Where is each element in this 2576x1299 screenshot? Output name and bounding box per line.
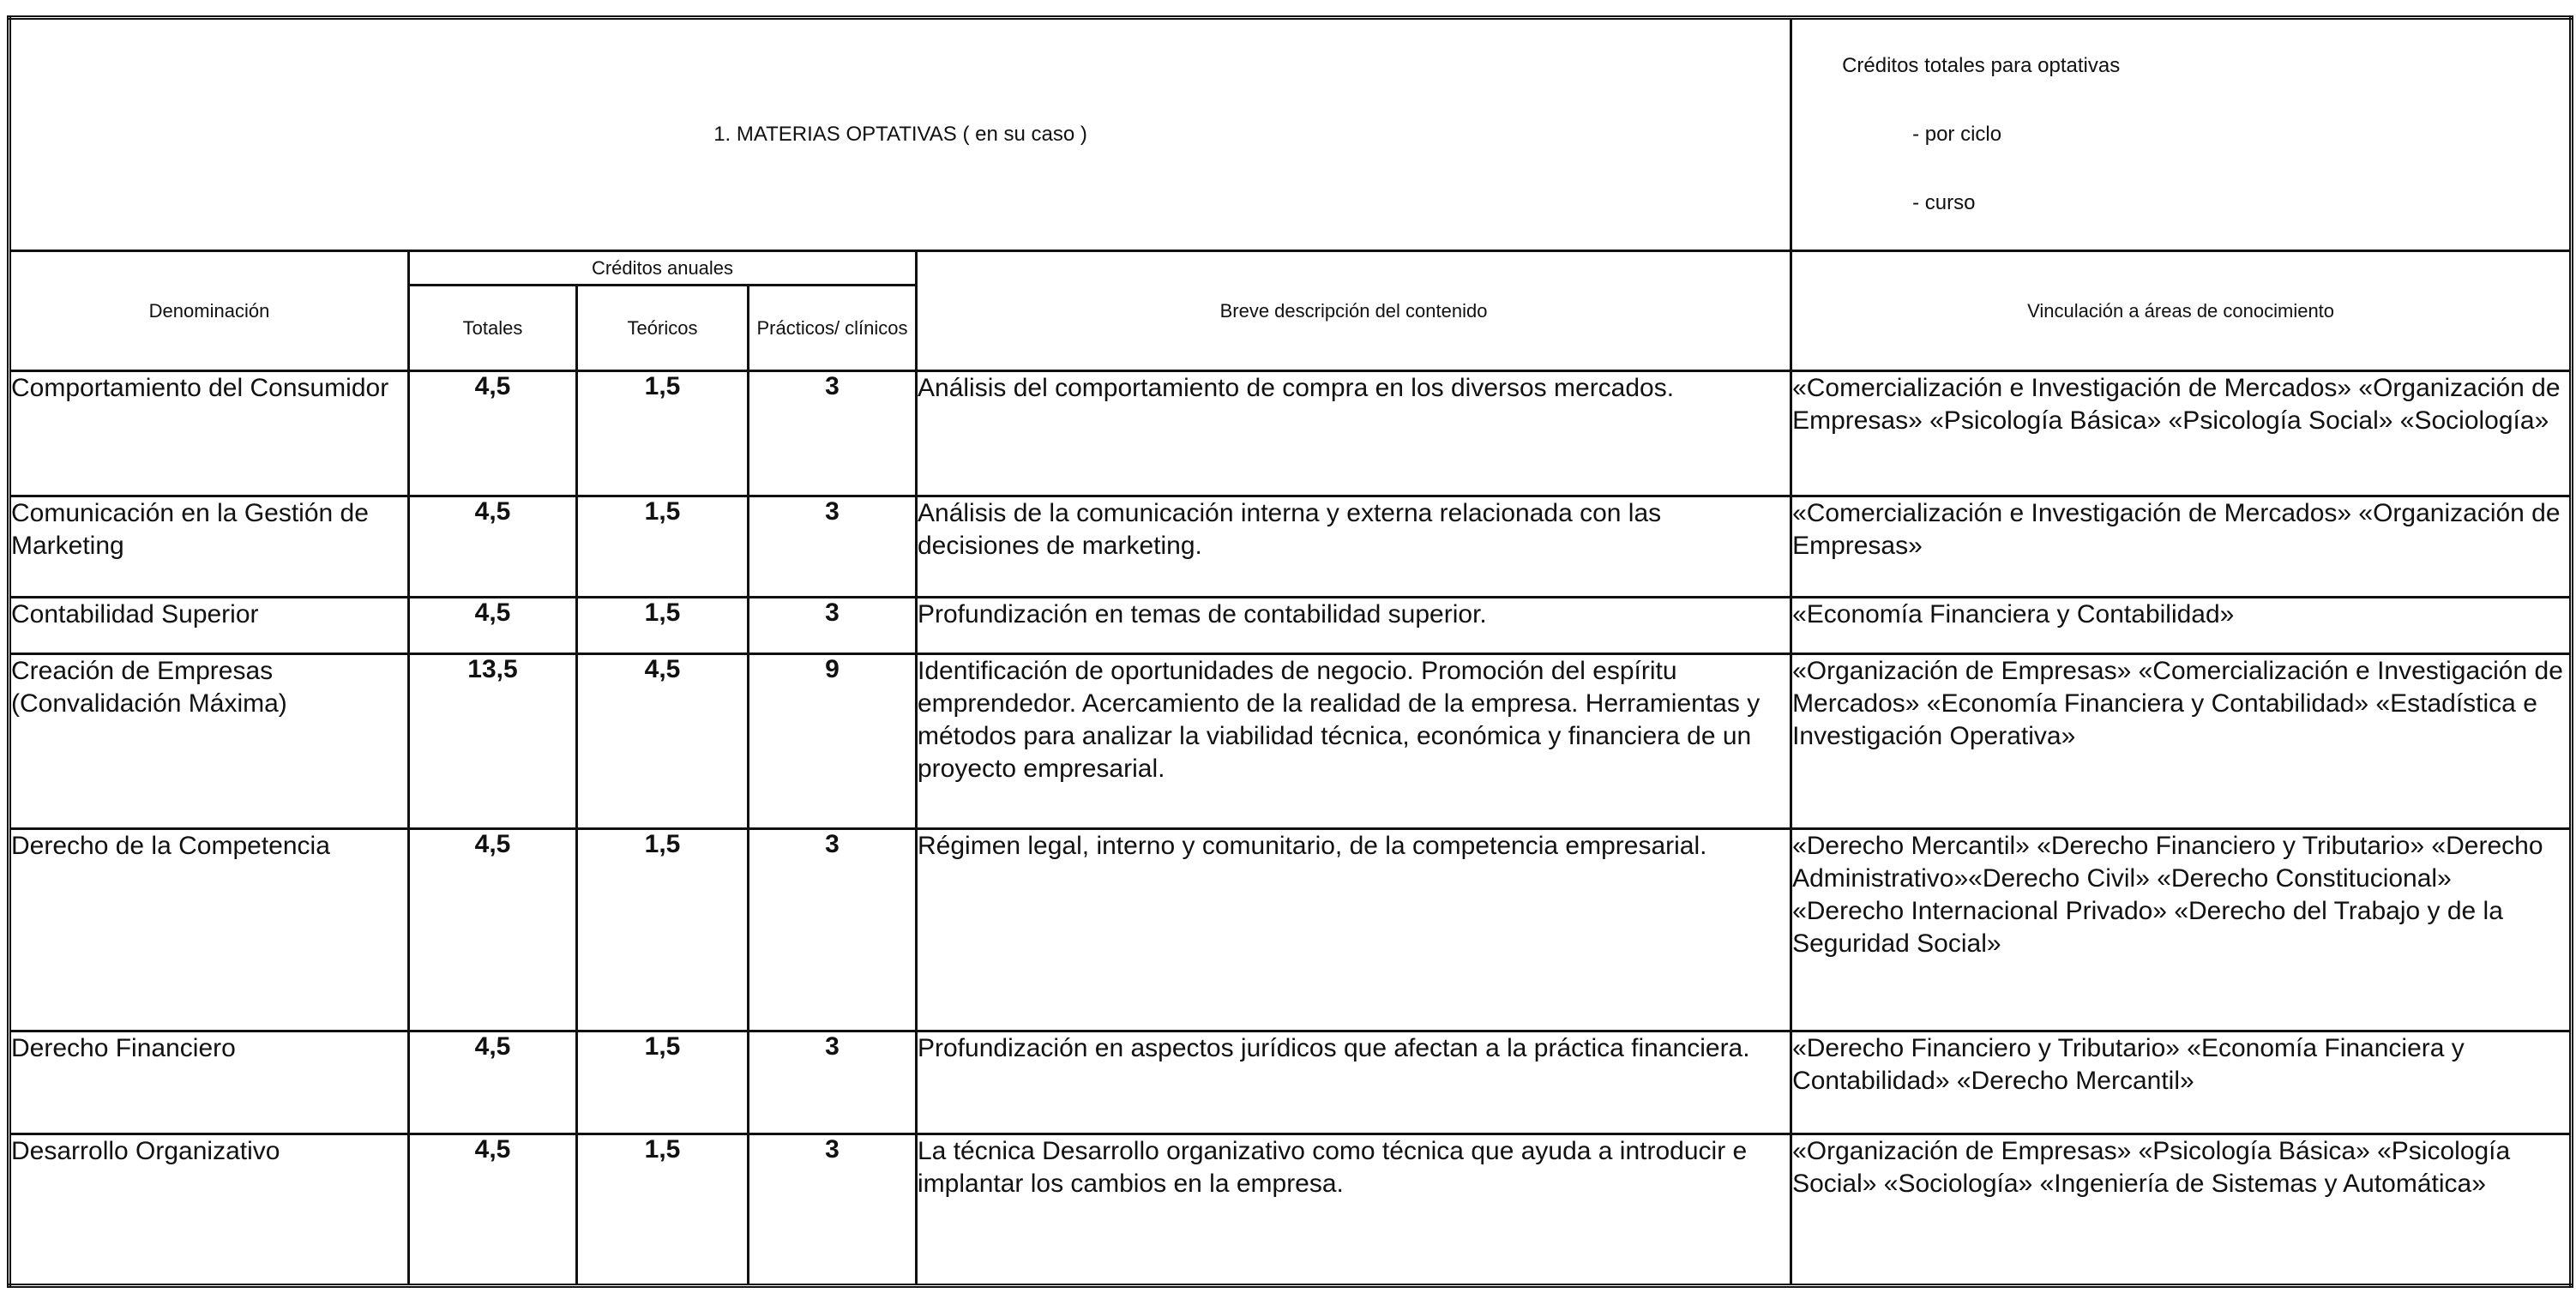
table-row bbox=[9, 1031, 2572, 1134]
section-title-cell bbox=[9, 18, 1791, 251]
row-practicos: 3 bbox=[749, 829, 917, 1031]
row-practicos: 3 bbox=[749, 598, 917, 654]
header-row-1 bbox=[9, 251, 2572, 286]
row-teoricos: 1,5 bbox=[577, 598, 749, 654]
row-totales: 4,5 bbox=[409, 1134, 577, 1286]
row-totales: 4,5 bbox=[409, 598, 577, 654]
row-teoricos: 1,5 bbox=[577, 1134, 749, 1286]
col-creditos-anuales: Créditos anuales bbox=[409, 251, 917, 286]
row-descripcion: La técnica Desarrollo organizativo como técnica que ayuda a introducir e implantar los cambios en la empresa. bbox=[917, 1134, 1791, 1286]
col-vinculacion: Vinculación a áreas de conocimiento bbox=[1791, 251, 2572, 371]
row-teoricos: 1,5 bbox=[577, 371, 749, 496]
row-areas: «Economía Financiera y Contabilidad» bbox=[1791, 598, 2572, 654]
row-teoricos: 1,5 bbox=[577, 496, 749, 598]
row-descripcion: Profundización en temas de contabilidad superior. bbox=[917, 598, 1791, 654]
row-practicos: 3 bbox=[749, 496, 917, 598]
row-teoricos: 1,5 bbox=[577, 1031, 749, 1134]
row-teoricos: 1,5 bbox=[577, 829, 749, 1031]
row-totales: 4,5 bbox=[409, 371, 577, 496]
row-areas: «Comercialización e Investigación de Mercados» «Organización de Empresas» bbox=[1791, 496, 2572, 598]
col-practicos: Prácticos/ clínicos bbox=[749, 286, 917, 371]
row-name: Derecho Financiero bbox=[9, 1031, 409, 1134]
row-name: Contabilidad Superior bbox=[9, 598, 409, 654]
row-areas: «Organización de Empresas» «Comercialización e Investigación de Mercados» «Economía Financiera y Contabilidad» «Estadística e Investigación Operativa» bbox=[1791, 654, 2572, 829]
row-name: Comportamiento del Consumidor bbox=[9, 371, 409, 496]
row-areas: «Comercialización e Investigación de Mercados» «Organización de Empresas» «Psicología Básica» «Psicología Social» «Sociología» bbox=[1791, 371, 2572, 496]
title-row bbox=[9, 18, 2572, 251]
row-totales: 4,5 bbox=[409, 1031, 577, 1134]
row-areas: «Derecho Financiero y Tributario» «Economía Financiera y Contabilidad» «Derecho Mercantil» bbox=[1791, 1031, 2572, 1134]
row-descripcion: Régimen legal, interno y comunitario, de la competencia empresarial. bbox=[917, 829, 1791, 1031]
row-practicos: 3 bbox=[749, 1134, 917, 1286]
table-row bbox=[9, 371, 2572, 496]
credits-box bbox=[1791, 18, 2572, 251]
row-descripcion: Profundización en aspectos jurídicos que afectan a la práctica financiera. bbox=[917, 1031, 1791, 1134]
table-row bbox=[9, 654, 2572, 829]
row-practicos: 9 bbox=[749, 654, 917, 829]
table-row bbox=[9, 598, 2572, 654]
row-areas: «Organización de Empresas» «Psicología Básica» «Psicología Social» «Sociología» «Ingeniería de Sistemas y Automática» bbox=[1791, 1134, 2572, 1286]
row-areas: «Derecho Mercantil» «Derecho Financiero y Tributario» «Derecho Administrativo»«Derecho Civil» «Derecho Constitucional» «Derecho Internacional Privado» «Derecho del Trabajo y de la Seguridad Social» bbox=[1791, 829, 2572, 1031]
credits-total-label: Créditos totales para optativas bbox=[1842, 54, 2121, 77]
section-title: 1. MATERIAS OPTATIVAS ( en su caso ) bbox=[713, 123, 1087, 146]
row-teoricos: 4,5 bbox=[577, 654, 749, 829]
col-teoricos: Teóricos bbox=[577, 286, 749, 371]
row-name: Derecho de la Competencia bbox=[9, 829, 409, 1031]
row-totales: 4,5 bbox=[409, 829, 577, 1031]
row-name: Creación de Empresas (Convalidación Máxima) bbox=[9, 654, 409, 829]
row-practicos: 3 bbox=[749, 371, 917, 496]
row-name: Desarrollo Organizativo bbox=[9, 1134, 409, 1286]
credits-per-course-label: - curso bbox=[1912, 191, 1976, 214]
col-descripcion: Breve descripción del contenido bbox=[917, 251, 1791, 371]
row-totales: 4,5 bbox=[409, 496, 577, 598]
row-descripcion: Identificación de oportunidades de negocio. Promoción del espíritu emprendedor. Acercamiento de la realidad de la empresa. Herramientas y métodos para analizar la viabilidad técnica, económica y financiera de un proyecto empresarial. bbox=[917, 654, 1791, 829]
row-practicos: 3 bbox=[749, 1031, 917, 1134]
col-totales: Totales bbox=[409, 286, 577, 371]
row-descripcion: Análisis de la comunicación interna y externa relacionada con las decisiones de marketing. bbox=[917, 496, 1791, 598]
row-name: Comunicación en la Gestión de Marketing bbox=[9, 496, 409, 598]
row-totales: 13,5 bbox=[409, 654, 577, 829]
table-row bbox=[9, 496, 2572, 598]
credits-per-cycle-label: - por ciclo bbox=[1912, 123, 2002, 146]
table-row bbox=[9, 829, 2572, 1031]
table-row bbox=[9, 1134, 2572, 1286]
row-descripcion: Análisis del comportamiento de compra en los diversos mercados. bbox=[917, 371, 1791, 496]
col-denominacion: Denominación bbox=[9, 251, 409, 371]
optativas-table bbox=[7, 15, 2573, 1288]
